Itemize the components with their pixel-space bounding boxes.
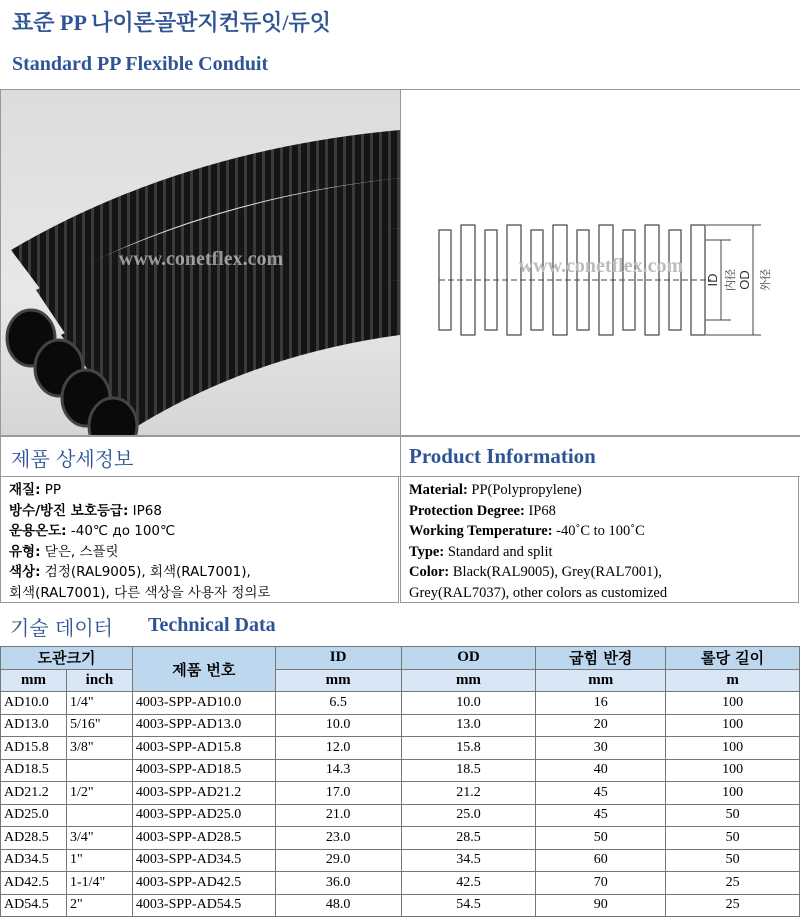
table-row	[1, 759, 800, 782]
unit-mm: mm	[1, 669, 67, 692]
table-cell: 1"	[66, 849, 132, 872]
table-body	[1, 692, 800, 917]
table-cell: AD21.2	[1, 782, 67, 805]
table-cell: 15.8	[401, 737, 536, 760]
temp-row	[9, 521, 390, 542]
product-info-ko-header	[0, 435, 401, 477]
table-cell: 4003-SPP-AD21.2	[132, 782, 275, 805]
table-cell: AD42.5	[1, 872, 67, 895]
id-label: ID	[705, 273, 720, 287]
table-cell: AD10.0	[1, 692, 67, 715]
table-cell: 100	[666, 782, 800, 805]
technical-data-title-ko: 기술 데이터	[10, 616, 113, 640]
table-cell: 3/4"	[66, 827, 132, 850]
temp-value: -40℃ до 100℃	[66, 523, 176, 539]
material-label-en: Material:	[409, 482, 468, 498]
table-cell: 60	[536, 849, 666, 872]
table-cell: 4003-SPP-AD34.5	[132, 849, 275, 872]
table-cell: 18.5	[401, 759, 536, 782]
watermark-text: www.conetflex.com	[118, 248, 284, 270]
table-cell: 12.0	[275, 737, 401, 760]
unit-roll: m	[666, 669, 800, 692]
table-row	[1, 827, 800, 850]
table-cell: 50	[666, 804, 800, 827]
product-info-en-header	[400, 435, 800, 477]
table-cell: 4003-SPP-AD15.8	[132, 737, 275, 760]
unit-inch: inch	[66, 669, 132, 692]
table-cell: AD15.8	[1, 737, 67, 760]
table-cell: 20	[536, 714, 666, 737]
table-cell: 100	[666, 692, 800, 715]
table-cell: 4003-SPP-AD42.5	[132, 872, 275, 895]
diagram-svg	[401, 90, 800, 436]
col-bend-radius: 굽힘 반경	[536, 647, 666, 670]
color-row	[9, 562, 390, 583]
type-row	[9, 542, 390, 563]
table-cell: 2"	[66, 894, 132, 917]
table-cell: 1/4"	[66, 692, 132, 715]
col-size: 도관크기	[1, 647, 133, 670]
table-cell: AD25.0	[1, 804, 67, 827]
table-cell: 13.0	[401, 714, 536, 737]
product-info-ko-title: 제품 상세정보	[11, 447, 134, 471]
product-info-en-title: Product Information	[409, 444, 596, 468]
table-cell: 30	[536, 737, 666, 760]
protection-value-en: IP68	[524, 502, 556, 519]
temp-label: 운용온도:	[9, 523, 67, 539]
protection-row	[9, 501, 390, 522]
col-product-no: 제품 번호	[132, 647, 275, 692]
table-cell: 45	[536, 804, 666, 827]
material-label: 재질:	[9, 482, 41, 498]
table-cell: 100	[666, 714, 800, 737]
product-info-ko-box	[0, 476, 399, 603]
col-roll-length: 롤당 길이	[666, 647, 800, 670]
table-row	[1, 737, 800, 760]
table-cell: AD18.5	[1, 759, 67, 782]
type-label: 유형:	[9, 543, 41, 560]
table-cell: 100	[666, 737, 800, 760]
product-info-en-box	[400, 476, 799, 603]
diagram-watermark: www.conetflex.com	[518, 255, 684, 277]
table-cell: 17.0	[275, 782, 401, 805]
table-cell: 3/8"	[66, 737, 132, 760]
table-cell: 90	[536, 894, 666, 917]
table-cell	[66, 804, 132, 827]
table-row	[1, 782, 800, 805]
table-cell: 10.0	[401, 692, 536, 715]
table-cell: 4003-SPP-AD18.5	[132, 759, 275, 782]
conduit-photo-illustration	[1, 90, 400, 436]
product-photo	[0, 89, 401, 437]
table-cell: 25	[666, 872, 800, 895]
table-cell: 4003-SPP-AD10.0	[132, 692, 275, 715]
table-cell: 50	[666, 827, 800, 850]
table-cell: 4003-SPP-AD13.0	[132, 714, 275, 737]
table-cell: 50	[536, 827, 666, 850]
col-id: ID	[275, 647, 401, 670]
table-cell: 100	[666, 759, 800, 782]
color-label: 색상:	[9, 564, 41, 580]
table-cell: 21.2	[401, 782, 536, 805]
material-value-en: PP(Polypropylene)	[467, 482, 582, 498]
table-cell: 25	[666, 894, 800, 917]
table-cell: 36.0	[275, 872, 401, 895]
table-cell: 25.0	[401, 804, 536, 827]
table-cell: 50	[666, 849, 800, 872]
table-cell: 16	[536, 692, 666, 715]
table-cell: 1-1/4"	[66, 872, 132, 895]
technical-data-table	[0, 646, 800, 917]
color-row-2: 회색(RAL7001), 다른 색상을 사용자 정의로	[9, 584, 271, 601]
table-row	[1, 894, 800, 917]
table-cell	[66, 759, 132, 782]
type-label-en: Type:	[409, 543, 445, 560]
type-value-en: Standard and split	[444, 543, 553, 560]
table-cell: 54.5	[401, 894, 536, 917]
table-cell: 1/2"	[66, 782, 132, 805]
id-cn-label: 内径	[724, 269, 737, 291]
table-cell: 48.0	[275, 894, 401, 917]
table-cell: 23.0	[275, 827, 401, 850]
table-cell: 4003-SPP-AD54.5	[132, 894, 275, 917]
color-row-en-2: Grey(RAL7037), other colors as customized	[409, 584, 668, 601]
page-title-korean: 표준 PP 나이론골판지컨듀잇/듀잇	[12, 10, 332, 35]
material-value: PP	[40, 482, 62, 498]
table-cell: 5/16"	[66, 714, 132, 737]
table-cell: 4003-SPP-AD28.5	[132, 827, 275, 850]
protection-row-en	[409, 501, 790, 522]
table-cell: AD54.5	[1, 894, 67, 917]
table-cell: 34.5	[401, 849, 536, 872]
technical-data-title-en: Technical Data	[148, 614, 276, 636]
table-cell: 10.0	[275, 714, 401, 737]
table-row	[1, 804, 800, 827]
table-cell: 21.0	[275, 804, 401, 827]
protection-label-en: Protection Degree:	[409, 502, 525, 519]
temp-label-en: Working Temperature:	[409, 523, 553, 539]
color-row-en	[409, 562, 790, 583]
table-cell: 14.3	[275, 759, 401, 782]
table-row	[1, 692, 800, 715]
od-cn-label: 外径	[759, 269, 772, 291]
table-row	[1, 714, 800, 737]
table-cell: 70	[536, 872, 666, 895]
table-cell: 29.0	[275, 849, 401, 872]
conduit-dimension-diagram	[400, 89, 800, 437]
col-od: OD	[401, 647, 536, 670]
od-label: OD	[737, 270, 752, 290]
table-cell: 6.5	[275, 692, 401, 715]
technical-data-header	[0, 604, 800, 644]
type-value: 닫은, 스플릿	[40, 543, 119, 560]
color-label-en: Color:	[409, 564, 450, 580]
unit-id: mm	[275, 669, 401, 692]
temp-value-en: -40˚C to 100˚C	[552, 523, 645, 539]
unit-bend: mm	[536, 669, 666, 692]
table-cell: 4003-SPP-AD25.0	[132, 804, 275, 827]
protection-label: 방수/방진 보호등급:	[9, 502, 129, 519]
table-row	[1, 849, 800, 872]
page-title-english: Standard PP Flexible Conduit	[12, 53, 269, 75]
table-cell: 45	[536, 782, 666, 805]
table-cell: 40	[536, 759, 666, 782]
table-row	[1, 872, 800, 895]
color-value-en: Black(RAL9005), Grey(RAL7001),	[449, 564, 662, 580]
table-cell: AD13.0	[1, 714, 67, 737]
type-row-en	[409, 542, 790, 563]
temp-row-en	[409, 521, 790, 542]
material-row-en	[409, 480, 790, 501]
table-cell: AD34.5	[1, 849, 67, 872]
table-cell: 42.5	[401, 872, 536, 895]
protection-value: IP68	[128, 502, 162, 519]
table-cell: 28.5	[401, 827, 536, 850]
unit-od: mm	[401, 669, 536, 692]
table-cell: AD28.5	[1, 827, 67, 850]
material-row	[9, 480, 390, 501]
color-value: 검정(RAL9005), 회색(RAL7001),	[40, 564, 251, 580]
